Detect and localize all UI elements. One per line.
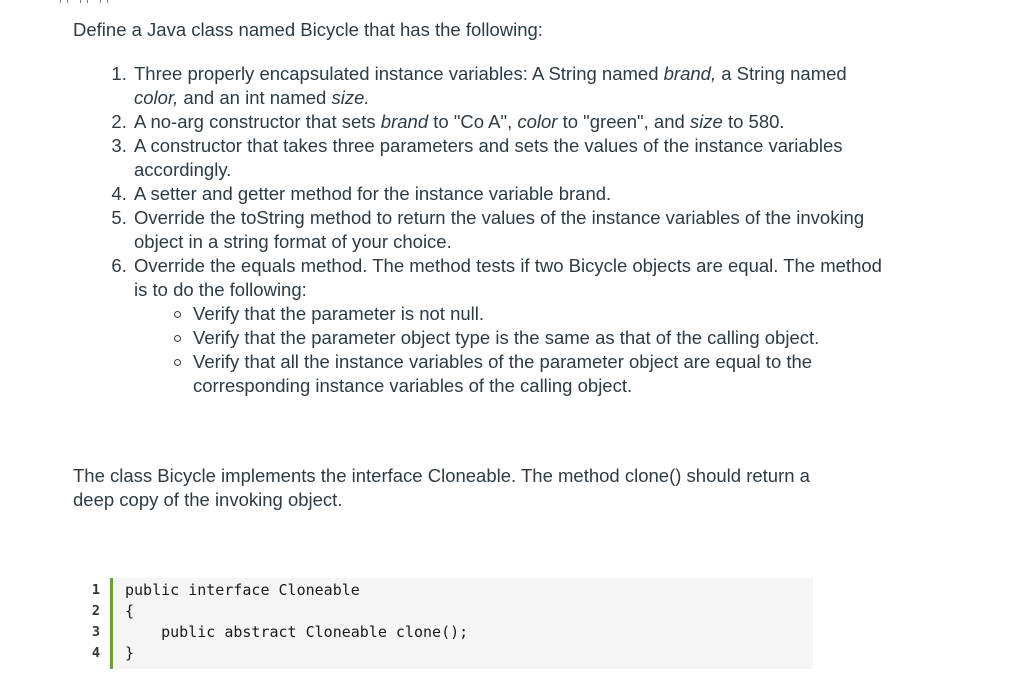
line-number: 4: [91, 645, 100, 661]
requirements-list: [73, 62, 892, 398]
equals-step: Verify that the parameter object type is the same as that of the calling object.: [193, 326, 892, 350]
question-intro: Define a Java class named Bicycle that has the following:: [73, 19, 543, 40]
equals-step: Verify that all the instance variables of the parameter object are equal to the corresponding instance variables of the calling object.: [193, 350, 892, 398]
requirement-item: 2. A no-arg constructor that sets brand to "Co A", color to "green", and size to 580.: [132, 110, 892, 134]
requirement-item: 6. Override the equals method. The method tests if two Bicycle objects are equal. The method is to do the following: Verify that the parameter is not null. Verify that the parameter object type is the same as that of the calling object. Verify that all the instance variables of the parameter object are equal to the corresponding instance variables of the calling object.: [132, 254, 892, 398]
clipped-top-decoration: [60, 0, 260, 3]
requirement-item: 1. Three properly encapsulated instance variables: A String named brand, a String named color, and an int named size.: [132, 62, 892, 110]
code-text: }: [125, 644, 135, 662]
requirement-item: 5. Override the toString method to return the values of the instance variables of the invoking object in a string format of your choice.: [132, 206, 892, 254]
line-number: 2: [91, 603, 100, 619]
line-number: 3: [91, 624, 100, 640]
line-number: 1: [91, 582, 100, 598]
code-block: [88, 578, 813, 669]
code-text: public abstract Cloneable clone();: [125, 623, 469, 641]
cloneable-paragraph: The class Bicycle implements the interface Cloneable. The method clone() should return a deep copy of the invoking object.: [73, 465, 810, 510]
code-text: {: [125, 602, 135, 620]
code-text: public interface Cloneable: [125, 581, 360, 599]
equals-step: Verify that the parameter is not null.: [193, 302, 892, 326]
equals-steps-list: [134, 302, 892, 398]
requirement-item: 3. A constructor that takes three parameters and sets the values of the instance variables accordingly.: [132, 134, 892, 182]
requirement-item: 4. A setter and getter method for the instance variable brand.: [132, 182, 892, 206]
